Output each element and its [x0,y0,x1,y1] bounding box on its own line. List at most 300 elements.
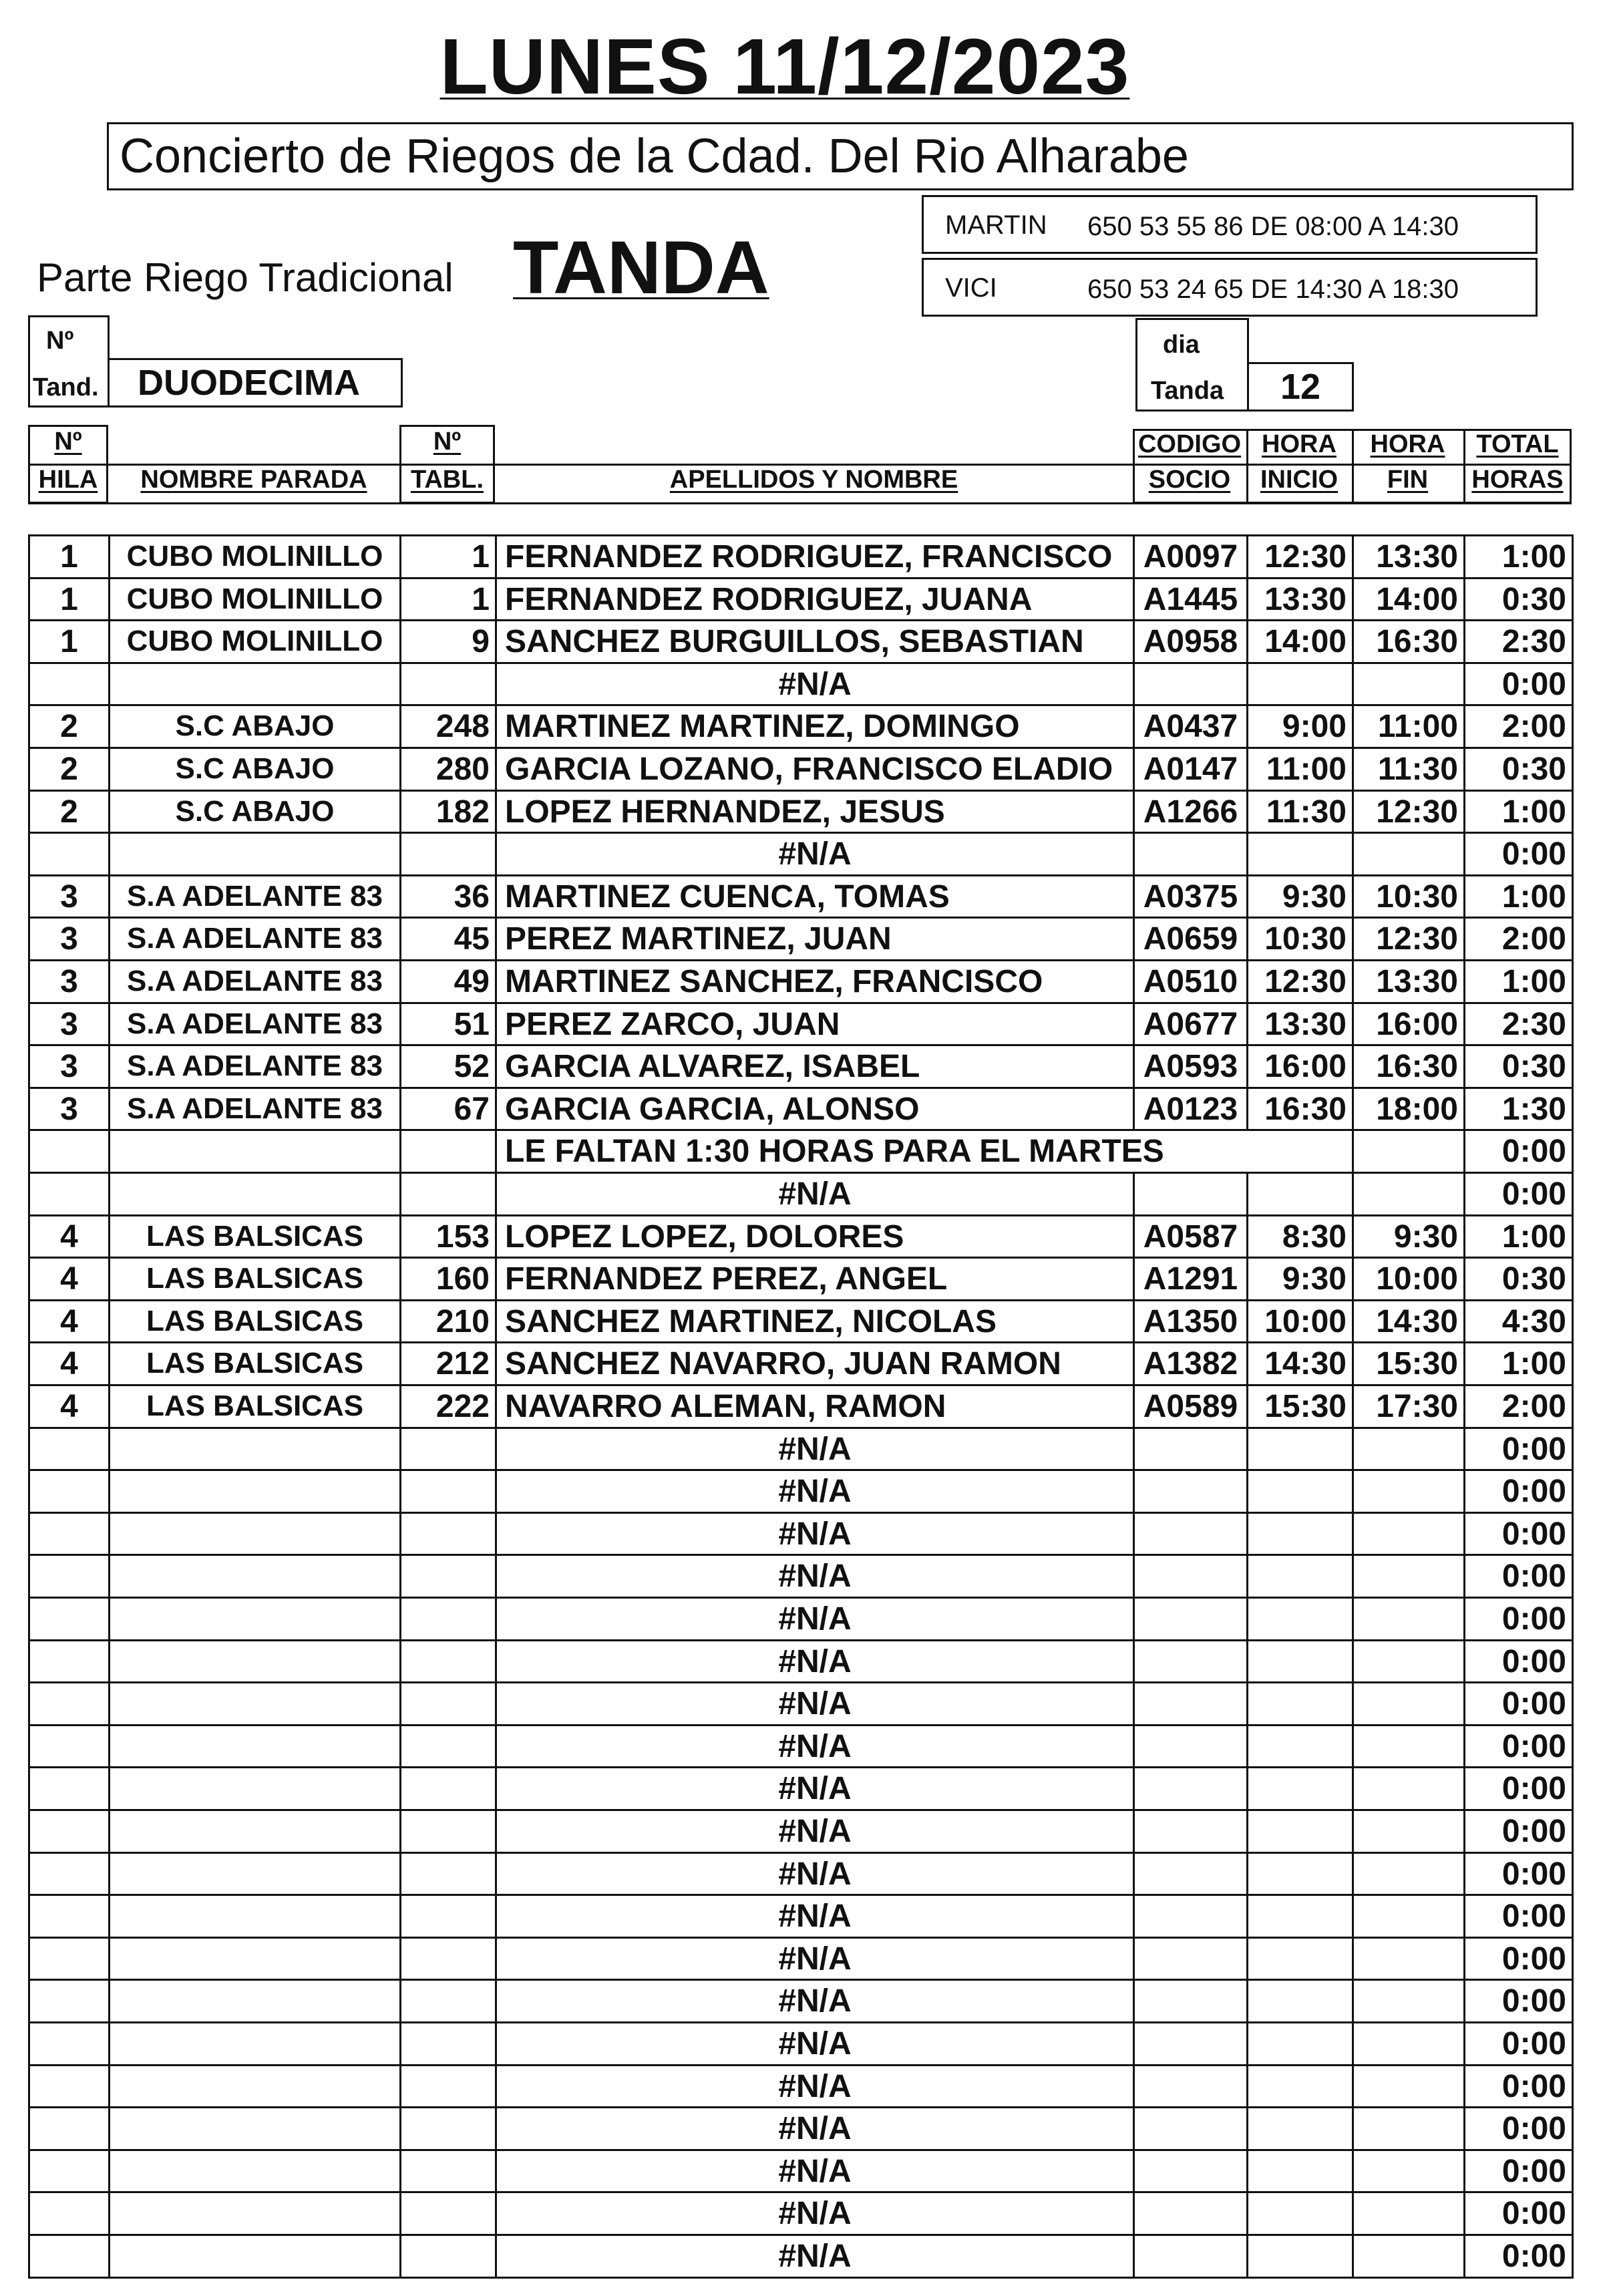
tabl-cell [401,1599,495,1639]
column-divider [1572,1639,1574,1682]
nombre-cell: GARCIA GARCIA, ALONSO [505,1091,920,1127]
nombre-cell: #N/A [778,1473,852,1509]
nombre-cell: LOPEZ HERNANDEZ, JESUS [505,794,945,830]
fin-cell: 15:30 [1376,1345,1458,1381]
header-total: HORAS [1471,466,1564,494]
fin-cell [1354,1981,1463,2021]
nombre-cell: #N/A [778,2025,852,2062]
tabl-cell [401,2108,495,2148]
nombre-cell: FERNANDEZ RODRIGUEZ, FRANCISCO [505,538,1113,575]
fin-cell: 16:00 [1376,1006,1458,1042]
fin-cell: 13:30 [1376,963,1458,999]
inicio-cell: 16:30 [1264,1091,1347,1127]
parada-cell [110,1174,399,1214]
page-title: LUNES 11/12/2023 [439,23,1130,111]
parada-cell [110,1429,399,1469]
nombre-cell: #N/A [778,1176,852,1212]
tabl-cell: 45 [454,921,490,957]
total-cell: 1:00 [1501,794,1566,830]
nombre-cell: #N/A [778,1941,852,1977]
total-cell: 0:00 [1501,1176,1566,1212]
tabl-cell [401,834,495,874]
tabl-cell [401,664,495,704]
inicio-cell [1248,2108,1352,2148]
header-fin: FIN [1387,466,1429,494]
nombre-cell: MARTINEZ CUENCA, TOMAS [505,878,950,915]
total-cell: 0:00 [1501,2110,1566,2146]
column-divider [1572,1554,1574,1597]
tabl-cell: 9 [472,623,490,659]
codigo-cell: A0677 [1143,1006,1238,1042]
nombre-cell: #N/A [778,1601,852,1637]
column-divider [1572,790,1574,832]
total-cell: 1:00 [1501,963,1566,999]
total-cell: 0:00 [1501,1941,1566,1977]
inicio-cell: 9:30 [1282,878,1347,915]
nombre-cell: PEREZ ZARCO, JUAN [505,1006,840,1042]
total-cell: 0:00 [1501,1770,1566,1806]
header-codigo-top: CODIGO [1137,430,1242,458]
inicio-cell: 10:30 [1264,921,1347,957]
fin-cell [1354,834,1463,874]
hila-cell: 4 [60,1388,78,1424]
total-cell: 0:00 [1501,1601,1566,1637]
parada-cell: LAS BALSICAS [146,1389,364,1422]
column-divider [1572,1427,1574,1470]
total-cell: 0:00 [1501,1685,1566,1721]
parada-cell [110,2193,399,2233]
column-divider [1572,1257,1574,1299]
parada-cell: S.A ADELANTE 83 [126,922,383,955]
contact-info: 650 53 24 65 DE 14:30 A 18:30 [1087,275,1459,304]
total-cell: 0:00 [1501,2195,1566,2231]
fin-cell [1354,2236,1463,2276]
nombre-cell: #N/A [778,1813,852,1849]
column-divider [1572,832,1574,874]
parada-cell: S.A ADELANTE 83 [126,965,383,997]
dia-tanda-value: 12 [1247,362,1354,412]
header-bottom [28,502,1572,504]
parada-cell [110,1811,399,1851]
total-cell: 0:00 [1501,2238,1566,2274]
header-tabl: TABL. [410,466,484,494]
column-divider [1572,1002,1574,1045]
fin-cell [1354,2193,1463,2233]
codigo-cell [1135,1981,1246,2021]
total-cell: 0:30 [1501,1261,1566,1297]
hila-cell [30,1939,108,1979]
hila-cell: 3 [60,1006,78,1042]
inicio-cell: 14:30 [1264,1345,1347,1381]
nombre-cell: MARTINEZ SANCHEZ, FRANCISCO [505,963,1043,999]
codigo-cell [1135,1811,1246,1851]
tabl-cell [401,2193,495,2233]
codigo-cell [1135,1514,1246,1554]
codigo-cell: A0589 [1143,1388,1238,1424]
tanda-number-value: DUODECIMA [108,358,403,407]
codigo-cell [1135,1641,1246,1681]
hila-cell [30,1683,108,1724]
inicio-cell [1248,1726,1352,1766]
fin-cell: 16:30 [1376,623,1458,659]
codigo-cell [1135,1556,1246,1596]
inicio-cell [1248,1471,1352,1511]
hila-cell [30,1981,108,2021]
header-codigo: SOCIO [1148,466,1231,494]
codigo-cell [1135,1854,1246,1894]
parada-cell [110,1471,399,1511]
nombre-cell: FERNANDEZ PEREZ, ANGEL [505,1261,948,1297]
inicio-cell [1248,2023,1352,2064]
fin-cell [1354,1131,1463,1171]
column-divider [1572,2021,1574,2064]
fin-cell: 14:30 [1376,1303,1458,1339]
inicio-cell [1248,1131,1352,1171]
tabl-cell [401,1683,495,1724]
tabl-cell [401,1896,495,1936]
nombre-cell: #N/A [778,1770,852,1806]
inicio-cell [1248,1896,1352,1936]
inicio-cell: 16:00 [1264,1048,1347,1084]
nombre-cell: #N/A [778,2195,852,2231]
tabl-cell [401,1641,495,1681]
hila-cell: 3 [60,1091,78,1127]
parada-cell [110,2066,399,2106]
codigo-cell [1135,1471,1246,1511]
inicio-cell [1248,2236,1352,2276]
nombre-cell: PEREZ MARTINEZ, JUAN [505,921,892,957]
hila-cell: 4 [60,1218,78,1255]
parada-cell [110,1641,399,1681]
nombre-cell: #N/A [778,1728,852,1764]
nombre-cell: #N/A [778,836,852,872]
codigo-cell [1135,2108,1246,2148]
column-divider [1572,1681,1574,1724]
contact-vici [922,258,1538,317]
hila-cell: 4 [60,1303,78,1339]
codigo-cell: A0375 [1143,878,1238,915]
column-divider [1572,662,1574,705]
hila-cell: 3 [60,1048,78,1084]
inicio-cell: 13:30 [1264,1006,1347,1042]
hila-cell [30,2108,108,2148]
total-cell: 2:00 [1501,1388,1566,1424]
tabl-cell [401,1429,495,1469]
fin-cell [1354,2066,1463,2106]
codigo-cell [1135,2236,1246,2276]
inicio-cell [1248,2066,1352,2106]
codigo-cell [1135,2193,1246,2233]
hila-cell [30,1471,108,1511]
hila-cell: 1 [60,581,78,617]
codigo-cell: A1445 [1143,581,1238,617]
tabl-cell [401,1854,495,1894]
column-divider [1572,704,1574,747]
column-divider [1572,1766,1574,1809]
codigo-cell: A1266 [1143,794,1238,830]
codigo-cell [1135,664,1246,704]
nombre-cell: #N/A [778,1643,852,1679]
inicio-cell: 12:30 [1264,538,1347,575]
nombre-cell: #N/A [778,2068,852,2104]
fin-cell: 10:30 [1376,878,1458,915]
fin-cell: 10:00 [1376,1261,1458,1297]
inicio-cell [1248,1514,1352,1554]
parada-cell [110,2236,399,2276]
hila-cell [30,1726,108,1766]
codigo-cell: A0097 [1143,538,1238,575]
column-divider [1572,1214,1574,1257]
hila-cell: 3 [60,921,78,957]
total-cell: 0:00 [1501,1813,1566,1849]
parada-cell: S.C ABAJO [175,795,335,828]
tabl-cell [401,1768,495,1808]
parada-cell: CUBO MOLINILLO [126,625,383,657]
codigo-cell: A0510 [1143,963,1238,999]
fin-cell [1354,1768,1463,1808]
fin-cell [1354,1854,1463,1894]
tanda-number-label: Nº Tand. [28,315,110,407]
total-cell: 2:30 [1501,1006,1566,1042]
tabl-cell: 52 [454,1048,490,1084]
nombre-cell: #N/A [778,1856,852,1892]
column-divider [1572,1809,1574,1852]
tabl-cell: 182 [435,794,490,830]
hila-cell [30,2151,108,2191]
total-cell: 1:00 [1501,1345,1566,1381]
parada-cell: LAS BALSICAS [146,1220,364,1253]
parada-cell [110,1683,399,1724]
dia-tanda-label: dia Tanda [1135,318,1249,412]
column-divider [1572,1341,1574,1384]
total-cell: 0:00 [1501,1431,1566,1467]
codigo-cell [1135,1939,1246,1979]
nombre-cell: #N/A [778,2153,852,2189]
codigo-cell: A0587 [1143,1218,1238,1255]
fin-cell: 12:30 [1376,794,1458,830]
column-divider [1572,959,1574,1002]
parada-cell: S.A ADELANTE 83 [126,1049,383,1082]
tabl-cell [401,1726,495,1766]
tabl-cell [401,2236,495,2276]
column-divider [1572,1087,1574,1130]
total-cell: 0:30 [1501,1048,1566,1084]
total-cell: 0:00 [1501,1728,1566,1764]
column-divider [1572,1852,1574,1895]
inicio-cell: 10:00 [1264,1303,1347,1339]
nombre-cell: FERNANDEZ RODRIGUEZ, JUANA [505,581,1033,617]
parada-cell: S.A ADELANTE 83 [126,1092,383,1125]
hila-cell [30,2066,108,2106]
fin-cell [1354,1471,1463,1511]
nombre-cell: #N/A [778,1898,852,1934]
parada-cell [110,2151,399,2191]
column-divider [1572,1512,1574,1554]
fin-cell [1354,664,1463,704]
inicio-cell [1248,664,1352,704]
inicio-cell [1248,1641,1352,1681]
nombre-cell: GARCIA LOZANO, FRANCISCO ELADIO [505,751,1113,787]
codigo-cell [1135,1131,1246,1171]
fin-cell: 12:30 [1376,921,1458,957]
total-cell: 0:00 [1501,1898,1566,1934]
column-divider [1572,917,1574,959]
tabl-cell: 160 [435,1261,490,1297]
inicio-cell [1248,2151,1352,2191]
inicio-cell: 9:30 [1282,1261,1347,1297]
hila-cell [30,1556,108,1596]
fin-cell [1354,1683,1463,1724]
inicio-cell [1248,2193,1352,2233]
header-nombre: APELLIDOS Y NOMBRE [669,466,958,494]
column-divider [1572,747,1574,790]
total-cell: 1:00 [1501,538,1566,575]
parada-cell [110,664,399,704]
fin-cell [1354,1811,1463,1851]
subtitle-box [107,122,1574,190]
fin-cell [1354,1726,1463,1766]
nombre-cell: LOPEZ LOPEZ, DOLORES [505,1218,904,1255]
tabl-cell [401,2066,495,2106]
tabl-cell: 280 [435,751,490,787]
total-cell: 0:30 [1501,751,1566,787]
inicio-cell [1248,1981,1352,2021]
total-cell: 0:00 [1501,1516,1566,1552]
codigo-cell [1135,1599,1246,1639]
codigo-cell [1135,2151,1246,2191]
hila-cell: 1 [60,538,78,575]
column-divider [1572,1044,1574,1087]
codigo-cell: A0437 [1143,708,1238,744]
total-cell: 0:00 [1501,1643,1566,1679]
column-divider [1572,2149,1574,2192]
inicio-cell [1248,1683,1352,1724]
codigo-cell [1135,2023,1246,2064]
codigo-cell [1135,1683,1246,1724]
tabl-cell [401,1471,495,1511]
tabl-cell [401,2023,495,2064]
nombre-cell: #N/A [778,2110,852,2146]
parada-cell [110,1556,399,1596]
fin-cell [1354,1599,1463,1639]
fin-cell [1354,2151,1463,2191]
column-divider [1572,2191,1574,2234]
codigo-cell [1135,1896,1246,1936]
hila-cell: 2 [60,751,78,787]
parada-cell: S.C ABAJO [175,709,335,742]
hila-cell [30,2193,108,2233]
codigo-cell [1135,1174,1246,1214]
fin-cell: 18:00 [1376,1091,1458,1127]
fin-cell [1354,1641,1463,1681]
hila-cell: 4 [60,1261,78,1297]
codigo-cell [1135,1429,1246,1469]
parada-cell [110,834,399,874]
inicio-cell: 12:30 [1264,963,1347,999]
parada-cell [110,1981,399,2021]
hila-cell [30,1854,108,1894]
hila-cell [30,1514,108,1554]
codigo-cell [1135,1726,1246,1766]
total-cell: 1:00 [1501,1218,1566,1255]
fin-cell: 13:30 [1376,538,1458,575]
parada-cell [110,2108,399,2148]
hila-cell [30,664,108,704]
inicio-cell [1248,1811,1352,1851]
hila-cell: 2 [60,708,78,744]
header-inicio-top: HORA [1262,430,1336,458]
parada-cell: LAS BALSICAS [146,1305,364,1337]
total-cell: 0:00 [1501,2025,1566,2062]
inicio-cell [1248,1174,1352,1214]
header-total-top: TOTAL [1476,430,1559,458]
nombre-cell: GARCIA ALVAREZ, ISABEL [505,1048,920,1084]
fin-cell [1354,1556,1463,1596]
tabl-cell [401,1939,495,1979]
column-divider [1572,1597,1574,1639]
hila-cell [30,1174,108,1214]
tabl-cell: 36 [454,878,490,915]
fin-cell: 16:30 [1376,1048,1458,1084]
nombre-cell: #N/A [778,1685,852,1721]
tabl-cell: 222 [435,1388,490,1424]
column-divider [1572,1937,1574,1979]
codigo-cell: A0958 [1143,623,1238,659]
column-divider [1572,534,1574,577]
inicio-cell: 13:30 [1264,581,1347,617]
fin-cell [1354,1174,1463,1214]
row-divider [28,2277,1574,2279]
tabl-cell [401,1131,495,1171]
column-divider [1572,1469,1574,1512]
inicio-cell [1248,1939,1352,1979]
tabl-cell [401,1981,495,2021]
codigo-cell [1135,2066,1246,2106]
total-cell: 2:30 [1501,623,1566,659]
hila-cell: 3 [60,963,78,999]
total-cell: 0:00 [1501,1856,1566,1892]
fin-cell [1354,1514,1463,1554]
total-cell: 0:00 [1501,836,1566,872]
column-divider [1572,1724,1574,1767]
inicio-cell: 14:00 [1264,623,1347,659]
total-cell: 2:00 [1501,921,1566,957]
column-divider [1572,577,1574,620]
parada-cell: S.C ABAJO [175,752,335,785]
fin-cell: 11:30 [1377,751,1458,787]
inicio-cell [1248,1429,1352,1469]
parada-cell: S.A ADELANTE 83 [126,1007,383,1040]
parada-cell [110,1939,399,1979]
inicio-cell: 9:00 [1282,708,1347,744]
total-cell: 1:00 [1501,878,1566,915]
tanda-heading: TANDA [513,225,769,309]
nombre-cell: #N/A [778,666,852,702]
hila-cell: 3 [60,878,78,915]
nombre-cell: SANCHEZ BURGUILLOS, SEBASTIAN [505,623,1084,659]
hila-cell [30,1811,108,1851]
nombre-cell: SANCHEZ NAVARRO, JUAN RAMON [505,1345,1061,1381]
column-divider [1572,1384,1574,1427]
hila-cell [30,2236,108,2276]
codigo-cell: A0147 [1143,751,1238,787]
codigo-cell: A0593 [1143,1048,1238,1084]
fin-cell: 9:30 [1393,1218,1458,1255]
hila-cell [30,1641,108,1681]
nombre-cell: LE FALTAN 1:30 HORAS PARA EL MARTES [505,1133,1164,1169]
tabl-cell: 212 [435,1345,490,1381]
total-cell: 1:30 [1501,1091,1566,1127]
